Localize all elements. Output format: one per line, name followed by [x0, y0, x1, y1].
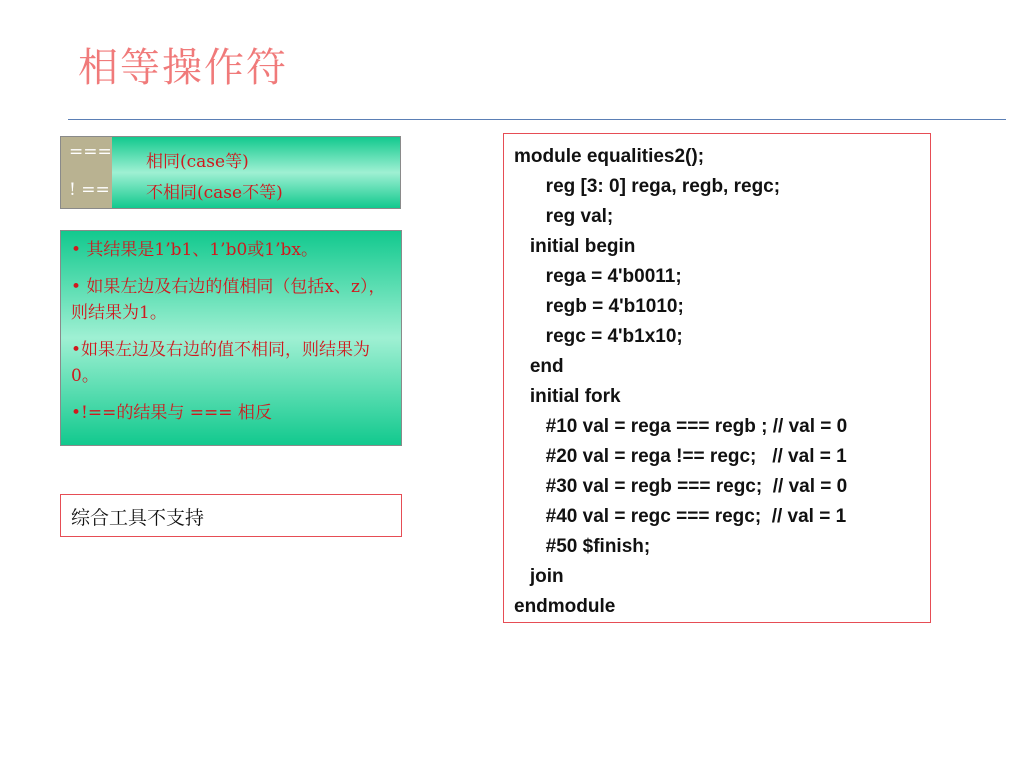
code-line: #10 val = rega === regb ; // val = 0 — [514, 416, 848, 437]
note-item: • 如果左边及右边的值相同（包括x、z），则结果为1。 — [71, 277, 386, 323]
note-item: •如果左边及右边的值不相同，则结果为0。 — [71, 340, 371, 386]
slide-title: 相等操作符 — [78, 45, 288, 91]
code-line: join — [514, 566, 564, 587]
code-block — [503, 133, 931, 623]
code-line: endmodule — [514, 596, 616, 617]
code-line: regc = 4'b1x10; — [514, 326, 683, 347]
code-line: #40 val = regc === regc; // val = 1 — [514, 506, 847, 527]
code-line: #50 $finish; — [514, 536, 651, 557]
code-line: rega = 4'b0011; — [514, 266, 682, 287]
notes-box — [60, 230, 402, 446]
code-line: #20 val = rega !== regc; // val = 1 — [514, 446, 847, 467]
note-item: • 其结果是1’b1、1’b0或1’bx。 — [71, 240, 318, 260]
code-line: module equalities2(); — [514, 146, 705, 167]
operator-symbols — [61, 137, 112, 208]
note-item: •!==的结果与 === 相反 — [71, 403, 272, 423]
code-line: reg val; — [514, 206, 614, 227]
operators-box — [60, 136, 401, 209]
code-line: initial begin — [514, 236, 636, 257]
title-divider — [68, 119, 1006, 120]
case-not-equal-symbol: ! == — [69, 180, 110, 200]
code-line: end — [514, 356, 564, 377]
synthesis-note: 综合工具不支持 — [60, 494, 402, 537]
case-not-equal-label: 不相同(case不等) — [146, 183, 283, 203]
code-line: #30 val = regb === regc; // val = 0 — [514, 476, 848, 497]
case-equal-symbol: === — [69, 142, 112, 162]
code-line: reg [3: 0] rega, regb, regc; — [514, 176, 781, 197]
code-line: initial fork — [514, 386, 621, 407]
case-equal-label: 相同(case等) — [146, 152, 249, 172]
code-line: regb = 4'b1010; — [514, 296, 684, 317]
